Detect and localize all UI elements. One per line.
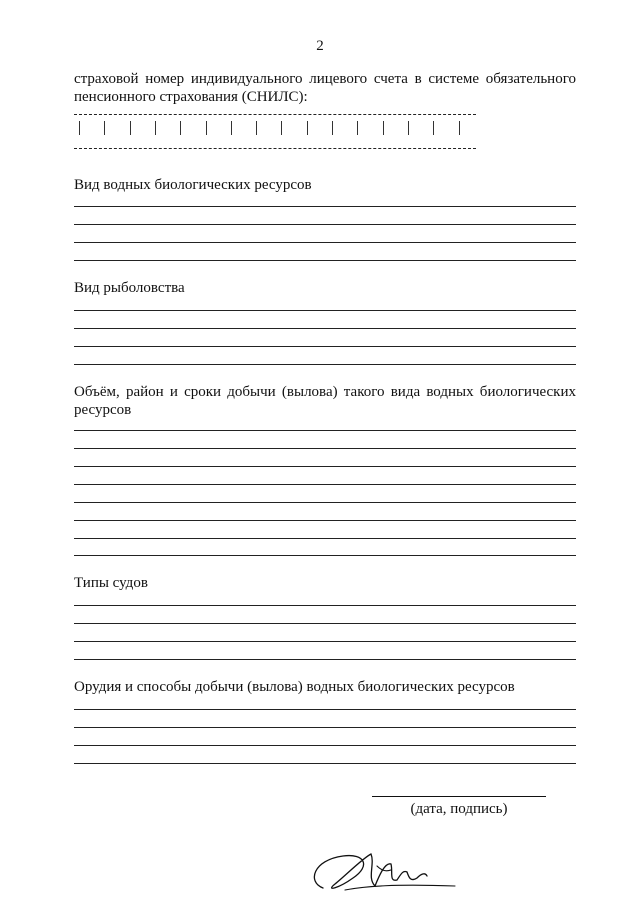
snils-cell-divider (256, 121, 257, 135)
answer-line[interactable] (74, 763, 576, 764)
answer-line[interactable] (74, 520, 576, 521)
snils-cell-divider (459, 121, 460, 135)
snils-cell-divider (206, 121, 207, 135)
answer-line[interactable] (74, 659, 576, 660)
answer-line[interactable] (74, 709, 576, 710)
answer-line[interactable] (74, 623, 576, 624)
answer-line[interactable] (74, 206, 576, 207)
snils-cell-divider (79, 121, 80, 135)
answer-line[interactable] (74, 328, 576, 329)
snils-bottom-border (74, 148, 476, 149)
page-number: 2 (316, 38, 324, 54)
handwritten-signature (305, 848, 465, 898)
answer-line[interactable] (74, 242, 576, 243)
snils-cell-divider (307, 121, 308, 135)
snils-top-border (74, 114, 476, 115)
answer-line[interactable] (74, 430, 576, 431)
snils-cell-divider (281, 121, 282, 135)
answer-line[interactable] (74, 555, 576, 556)
answer-line[interactable] (74, 502, 576, 503)
answer-line[interactable] (74, 224, 576, 225)
answer-line[interactable] (74, 727, 576, 728)
answer-line[interactable] (74, 538, 576, 539)
section-title-volume-area-terms: Объём, район и сроки добычи (вылова) такого вида водных биологических ресурсов (74, 384, 576, 418)
answer-line[interactable] (74, 605, 576, 606)
snils-cell-divider (231, 121, 232, 135)
answer-line[interactable] (74, 364, 576, 365)
section-title-gear-methods: Орудия и способы добычи (вылова) водных биологических ресурсов (74, 679, 515, 695)
snils-cell-divider (180, 121, 181, 135)
section-title-fishing-type: Вид рыболовства (74, 280, 185, 296)
snils-cell-divider (130, 121, 131, 135)
snils-cell-divider (383, 121, 384, 135)
answer-line[interactable] (74, 310, 576, 311)
section-title-vessel-types: Типы судов (74, 575, 148, 591)
snils-cell-divider (332, 121, 333, 135)
snils-cell-divider (408, 121, 409, 135)
date-signature-caption: (дата, подпись) (410, 801, 508, 817)
snils-digit-boxes[interactable] (74, 121, 476, 137)
snils-label: страховой номер индивидуального лицевого счета в системе обязательного пенсионного страхования (СНИЛС): (74, 71, 576, 105)
section-title-resource-type: Вид водных биологических ресурсов (74, 177, 312, 193)
date-signature-line[interactable] (372, 796, 546, 797)
snils-cell-divider (104, 121, 105, 135)
answer-line[interactable] (74, 484, 576, 485)
snils-cell-divider (155, 121, 156, 135)
snils-cell-divider (433, 121, 434, 135)
answer-line[interactable] (74, 466, 576, 467)
answer-line[interactable] (74, 346, 576, 347)
answer-line[interactable] (74, 641, 576, 642)
snils-cell-divider (357, 121, 358, 135)
answer-line[interactable] (74, 260, 576, 261)
answer-line[interactable] (74, 448, 576, 449)
answer-line[interactable] (74, 745, 576, 746)
